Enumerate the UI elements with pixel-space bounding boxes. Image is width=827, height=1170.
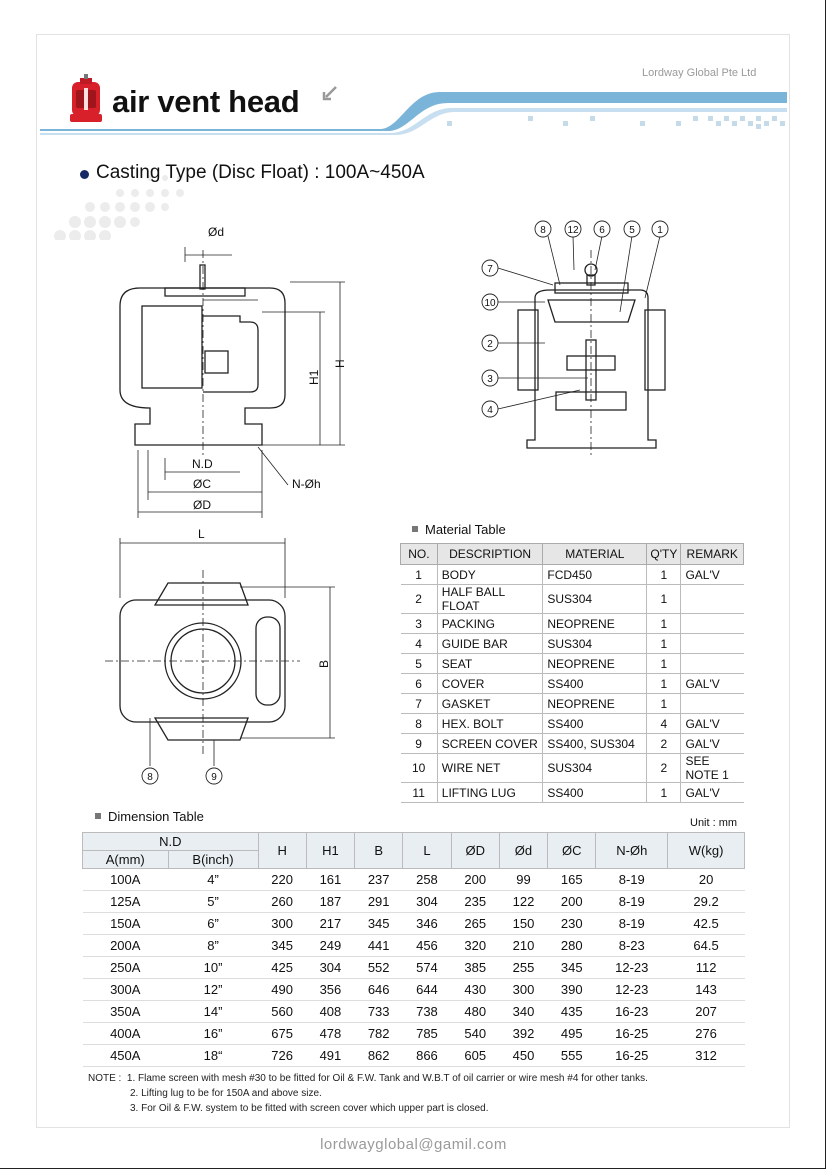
dim-cell: 220	[258, 869, 306, 891]
dim-cell: 237	[355, 869, 403, 891]
callout-10	[482, 294, 498, 310]
dim-cell: 574	[403, 957, 451, 979]
dim-label-h: H	[333, 359, 347, 368]
material-cell: WIRE NET	[437, 754, 543, 783]
dim-cell: 291	[355, 891, 403, 913]
dim-cell: 400A	[83, 1023, 169, 1045]
material-table	[400, 543, 744, 803]
dim-cell: 733	[355, 1001, 403, 1023]
material-cell: COVER	[437, 674, 543, 694]
material-row	[401, 783, 744, 803]
material-col-header: DESCRIPTION	[437, 544, 543, 565]
dim-cell: 42.5	[668, 913, 745, 935]
dim-col-header: W(kg)	[668, 833, 745, 869]
dim-cell: 5”	[168, 891, 258, 913]
dim-cell: 200A	[83, 935, 169, 957]
dim-cell: 345	[258, 935, 306, 957]
material-col-header: REMARK	[681, 544, 744, 565]
dim-cell: 143	[668, 979, 745, 1001]
dim-cell: 478	[306, 1023, 354, 1045]
note-2: 2. Lifting lug to be for 150A and above size.	[130, 1088, 322, 1099]
material-cell: 1	[401, 565, 438, 585]
dim-cell: 490	[258, 979, 306, 1001]
dim-cell: 235	[451, 891, 499, 913]
dim-label-oD: ØD	[193, 498, 211, 512]
dim-cell: 356	[306, 979, 354, 1001]
material-cell: 8	[401, 714, 438, 734]
dim-cell: 64.5	[668, 935, 745, 957]
dim-cell: 408	[306, 1001, 354, 1023]
callout-12	[565, 221, 581, 237]
material-cell	[681, 654, 744, 674]
material-cell: PACKING	[437, 614, 543, 634]
dim-cell: 675	[258, 1023, 306, 1045]
svg-text:10: 10	[484, 298, 496, 309]
dim-cell: 8-23	[596, 935, 668, 957]
svg-text:4: 4	[487, 405, 493, 416]
svg-text:3: 3	[487, 374, 493, 385]
dim-cell: 8-19	[596, 869, 668, 891]
dim-col-header: ØD	[451, 833, 499, 869]
dim-cell: 161	[306, 869, 354, 891]
svg-text:2: 2	[487, 339, 493, 350]
material-cell: 1	[647, 634, 681, 654]
svg-text:9: 9	[211, 772, 217, 783]
dim-col-header: Ød	[499, 833, 547, 869]
dim-cell: 217	[306, 913, 354, 935]
material-col-header: NO.	[401, 544, 438, 565]
notes	[88, 1071, 648, 1116]
material-cell: NEOPRENE	[543, 614, 647, 634]
dim-cell: 425	[258, 957, 306, 979]
dim-cell: 8”	[168, 935, 258, 957]
material-cell: SS400	[543, 714, 647, 734]
material-cell: SEE NOTE 1	[681, 754, 744, 783]
material-cell: 3	[401, 614, 438, 634]
material-cell: 2	[647, 734, 681, 754]
material-cell: 1	[647, 674, 681, 694]
material-cell: GASKET	[437, 694, 543, 714]
material-cell: LIFTING LUG	[437, 783, 543, 803]
dim-row	[83, 913, 745, 935]
dim-cell: 265	[451, 913, 499, 935]
material-row	[401, 714, 744, 734]
dim-cell: 12-23	[596, 979, 668, 1001]
dim-cell: 16”	[168, 1023, 258, 1045]
material-cell: 11	[401, 783, 438, 803]
dim-cell: 150A	[83, 913, 169, 935]
dim-sub-header: A(mm)	[83, 851, 169, 869]
dim-cell: 150	[499, 913, 547, 935]
material-cell: SS400	[543, 674, 647, 694]
dim-cell: 258	[403, 869, 451, 891]
dim-cell: 29.2	[668, 891, 745, 913]
dim-col-header: H	[258, 833, 306, 869]
material-cell: GAL'V	[681, 714, 744, 734]
dim-row	[83, 891, 745, 913]
material-cell	[681, 694, 744, 714]
dim-cell: 10”	[168, 957, 258, 979]
material-row	[401, 754, 744, 783]
material-row	[401, 674, 744, 694]
dim-cell: 276	[668, 1023, 745, 1045]
note-1: NOTE : 1. Flame screen with mesh #30 to be fitted for Oil & F.W. Tank and W.B.T of oil carrier or wire mesh #4 for other tanks.	[88, 1073, 648, 1084]
callout-9	[206, 768, 222, 784]
material-cell	[681, 634, 744, 654]
dim-row	[83, 1045, 745, 1067]
dim-cell: 430	[451, 979, 499, 1001]
dim-label-l: L	[198, 527, 205, 541]
material-cell: 2	[401, 585, 438, 614]
dim-cell: 450A	[83, 1045, 169, 1067]
dim-cell: 540	[451, 1023, 499, 1045]
dim-row	[83, 935, 745, 957]
svg-text:5: 5	[629, 225, 635, 236]
front-view	[120, 225, 347, 518]
dim-cell: 18“	[168, 1045, 258, 1067]
dim-cell: 200	[451, 869, 499, 891]
dimension-table-heading: Dimension Table	[95, 809, 204, 824]
callout-4	[482, 401, 498, 417]
dim-cell: 385	[451, 957, 499, 979]
dim-cell: 304	[306, 957, 354, 979]
dim-col-header: H1	[306, 833, 354, 869]
dim-cell: 605	[451, 1045, 499, 1067]
callout-6	[594, 221, 610, 237]
dim-cell: 300A	[83, 979, 169, 1001]
material-cell: HALF BALL FLOAT	[437, 585, 543, 614]
callout-8-bottom	[142, 768, 158, 784]
material-cell: 2	[647, 754, 681, 783]
callout-7	[482, 260, 498, 276]
dim-cell: 250A	[83, 957, 169, 979]
dim-cell: 552	[355, 957, 403, 979]
dim-cell: 644	[403, 979, 451, 1001]
dim-col-header: L	[403, 833, 451, 869]
material-cell: 1	[647, 694, 681, 714]
material-cell: 9	[401, 734, 438, 754]
dim-cell: 230	[548, 913, 596, 935]
material-col-header: MATERIAL	[543, 544, 647, 565]
dim-cell: 14”	[168, 1001, 258, 1023]
material-cell: 1	[647, 783, 681, 803]
dim-cell: 8-19	[596, 913, 668, 935]
product-subtitle: Casting Type (Disc Float) : 100A~450A	[96, 162, 425, 183]
dim-cell: 320	[451, 935, 499, 957]
dim-cell: 441	[355, 935, 403, 957]
material-cell: 5	[401, 654, 438, 674]
dim-cell: 726	[258, 1045, 306, 1067]
dim-cell: 450	[499, 1045, 547, 1067]
dim-cell: 390	[548, 979, 596, 1001]
dim-cell: 100A	[83, 869, 169, 891]
dim-row	[83, 1023, 745, 1045]
material-cell: 4	[647, 714, 681, 734]
material-cell	[681, 585, 744, 614]
dim-cell: 165	[548, 869, 596, 891]
dim-cell: 491	[306, 1045, 354, 1067]
material-cell: 1	[647, 614, 681, 634]
dim-cell: 4”	[168, 869, 258, 891]
dim-row	[83, 869, 745, 891]
dim-label-oc: ØC	[193, 477, 211, 491]
callout-2	[482, 335, 498, 351]
material-col-header: Q'TY	[647, 544, 681, 565]
dim-cell: 12”	[168, 979, 258, 1001]
material-table-heading: Material Table	[412, 522, 506, 537]
material-cell: GAL'V	[681, 674, 744, 694]
dim-cell: 646	[355, 979, 403, 1001]
dim-cell: 249	[306, 935, 354, 957]
dim-cell: 187	[306, 891, 354, 913]
dim-cell: 16-23	[596, 1001, 668, 1023]
material-cell: NEOPRENE	[543, 694, 647, 714]
footer-email: lordwayglobal@gamil.com	[320, 1136, 507, 1153]
dim-label-noh: N-Øh	[292, 477, 321, 491]
material-cell: FCD450	[543, 565, 647, 585]
material-cell: 10	[401, 754, 438, 783]
material-cell: NEOPRENE	[543, 654, 647, 674]
material-cell: GAL'V	[681, 734, 744, 754]
callout-1	[652, 221, 668, 237]
dim-cell: 122	[499, 891, 547, 913]
dim-cell: 866	[403, 1045, 451, 1067]
svg-text:1: 1	[657, 225, 663, 236]
material-row	[401, 694, 744, 714]
dim-group-header: N.D	[83, 833, 259, 851]
material-cell: 1	[647, 585, 681, 614]
material-row	[401, 614, 744, 634]
material-cell	[681, 614, 744, 634]
material-cell: GAL'V	[681, 783, 744, 803]
material-cell: SUS304	[543, 634, 647, 654]
dim-cell: 125A	[83, 891, 169, 913]
dim-col-header: ØC	[548, 833, 596, 869]
material-cell: BODY	[437, 565, 543, 585]
company-name: Lordway Global Pte Ltd	[642, 67, 757, 79]
page-title: air vent head	[112, 84, 300, 119]
dim-cell: 560	[258, 1001, 306, 1023]
dim-cell: 738	[403, 1001, 451, 1023]
dim-cell: 255	[499, 957, 547, 979]
dim-cell: 300	[258, 913, 306, 935]
material-row	[401, 634, 744, 654]
dim-row	[83, 979, 745, 1001]
dim-cell: 312	[668, 1045, 745, 1067]
dim-cell: 480	[451, 1001, 499, 1023]
dim-label-h1: H1	[307, 369, 321, 385]
material-cell: 6	[401, 674, 438, 694]
material-cell: 1	[647, 565, 681, 585]
dim-cell: 435	[548, 1001, 596, 1023]
dim-cell: 300	[499, 979, 547, 1001]
material-row	[401, 585, 744, 614]
dim-label-b: B	[317, 659, 331, 668]
svg-text:7: 7	[487, 264, 493, 275]
dim-col-header: B	[355, 833, 403, 869]
material-cell: SUS304	[543, 585, 647, 614]
dim-cell: 16-25	[596, 1045, 668, 1067]
material-cell: HEX. BOLT	[437, 714, 543, 734]
material-cell: SS400, SUS304	[543, 734, 647, 754]
dim-cell: 785	[403, 1023, 451, 1045]
material-row	[401, 734, 744, 754]
dim-col-header: N-Øh	[596, 833, 668, 869]
dim-cell: 340	[499, 1001, 547, 1023]
material-cell: SUS304	[543, 754, 647, 783]
dim-label-od: Ød	[208, 225, 225, 239]
dim-row	[83, 1001, 745, 1023]
dim-label-nd: N.D	[192, 457, 213, 471]
dim-cell: 345	[548, 957, 596, 979]
material-cell: GUIDE BAR	[437, 634, 543, 654]
material-row	[401, 565, 744, 585]
material-cell: SS400	[543, 783, 647, 803]
dim-cell: 12-23	[596, 957, 668, 979]
dim-sub-header: B(inch)	[168, 851, 258, 869]
callout-8-top	[535, 221, 551, 237]
note-3: 3. For Oil & F.W. system to be fitted with screen cover which upper part is closed.	[130, 1103, 489, 1114]
callout-3	[482, 370, 498, 386]
dim-cell: 495	[548, 1023, 596, 1045]
dim-cell: 350A	[83, 1001, 169, 1023]
dim-row	[83, 957, 745, 979]
dim-cell: 8-19	[596, 891, 668, 913]
material-cell: 4	[401, 634, 438, 654]
dim-cell: 392	[499, 1023, 547, 1045]
material-cell: SCREEN COVER	[437, 734, 543, 754]
dim-cell: 210	[499, 935, 547, 957]
material-row	[401, 654, 744, 674]
dim-cell: 456	[403, 935, 451, 957]
dim-cell: 862	[355, 1045, 403, 1067]
plan-view	[105, 527, 335, 766]
bullet-dot	[80, 170, 89, 179]
dim-cell: 207	[668, 1001, 745, 1023]
dim-cell: 16-25	[596, 1023, 668, 1045]
dim-cell: 200	[548, 891, 596, 913]
material-cell: GAL'V	[681, 565, 744, 585]
material-cell: 1	[647, 654, 681, 674]
callout-5	[624, 221, 640, 237]
air-vent-icon	[70, 74, 102, 122]
dim-cell: 555	[548, 1045, 596, 1067]
svg-text:8: 8	[540, 225, 546, 236]
svg-text:6: 6	[599, 225, 605, 236]
material-cell: SEAT	[437, 654, 543, 674]
svg-text:12: 12	[567, 225, 579, 236]
dim-cell: 112	[668, 957, 745, 979]
dimension-table	[82, 832, 745, 1067]
unit-label: Unit : mm	[690, 817, 738, 829]
material-cell: 7	[401, 694, 438, 714]
dim-cell: 20	[668, 869, 745, 891]
dim-cell: 280	[548, 935, 596, 957]
dim-cell: 99	[499, 869, 547, 891]
dim-cell: 304	[403, 891, 451, 913]
dim-cell: 6”	[168, 913, 258, 935]
dim-cell: 782	[355, 1023, 403, 1045]
svg-text:8: 8	[147, 772, 153, 783]
dim-cell: 346	[403, 913, 451, 935]
dim-cell: 345	[355, 913, 403, 935]
dim-cell: 260	[258, 891, 306, 913]
